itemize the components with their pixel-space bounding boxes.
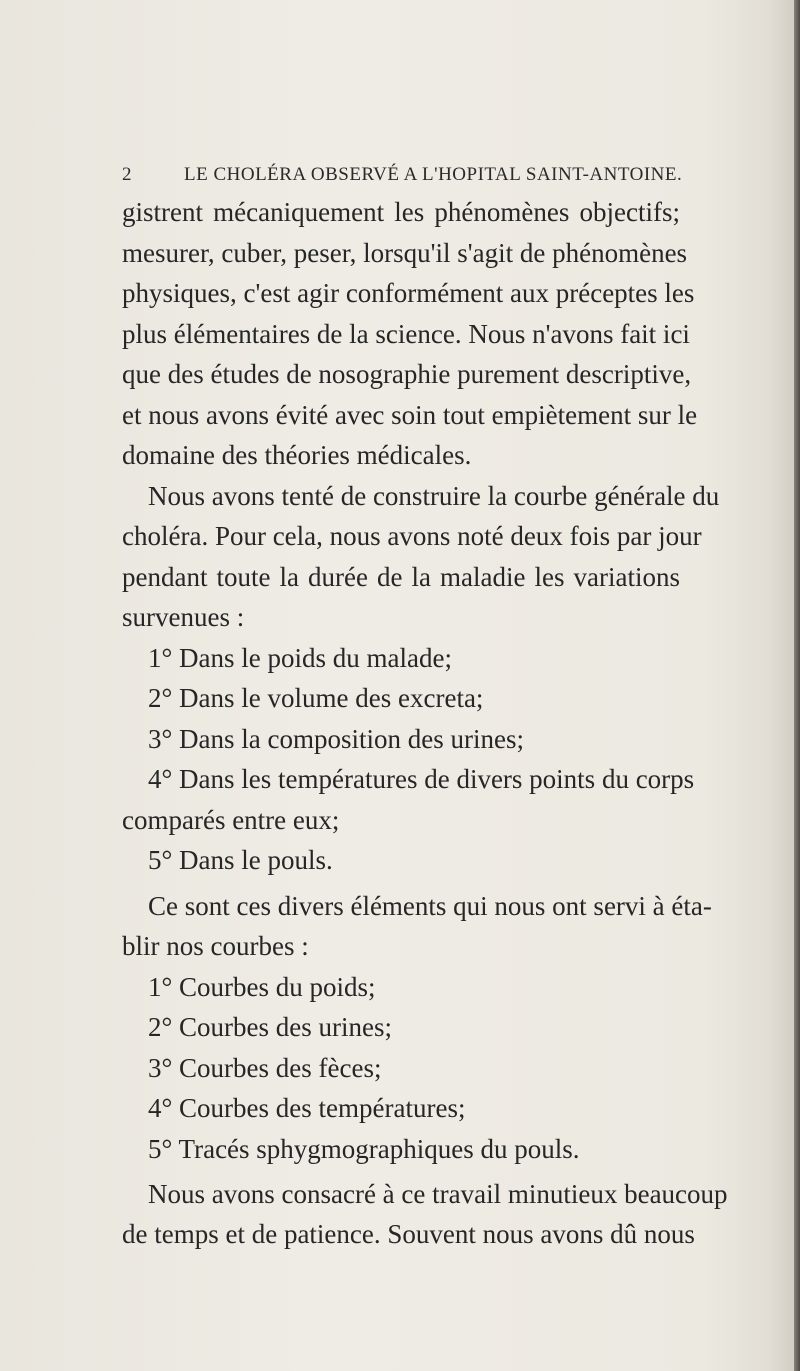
text-line: de temps et de patience. Souvent nous avons dû nous: [122, 1219, 695, 1249]
list-item: 4° Courbes des températures;: [148, 1093, 466, 1123]
list-item: 5° Tracés sphygmographiques du pouls.: [148, 1134, 580, 1164]
page-header: [122, 164, 682, 190]
text-line: choléra. Pour cela, nous avons noté deux fois par jour: [122, 521, 702, 551]
running-title: LE CHOLÉRA OBSERVÉ A L'HOPITAL SAINT-ANTOINE.: [184, 164, 683, 185]
text-line: comparés entre eux;: [122, 805, 340, 835]
text-line: pendant toute la durée de la maladie les variations: [122, 562, 680, 592]
page-edge-shadow: [794, 0, 800, 1371]
text-line: gistrent mécaniquement les phénomènes objectifs;: [122, 197, 680, 227]
text-line: survenues :: [122, 602, 245, 632]
text-line: mesurer, cuber, peser, lorsqu'il s'agit de phénomènes: [122, 238, 688, 268]
list-item: 1° Dans le poids du malade;: [148, 643, 452, 673]
list-item: 2° Courbes des urines;: [148, 1012, 393, 1042]
text-line: Nous avons consacré à ce travail minutieux beaucoup: [148, 1179, 728, 1209]
list-item: 2° Dans le volume des excreta;: [148, 683, 484, 713]
text-line: que des études de nosographie purement descriptive,: [122, 359, 692, 389]
text-line: Ce sont ces divers éléments qui nous ont servi à éta-: [148, 891, 712, 921]
text-line: domaine des théories médicales.: [122, 440, 472, 470]
text-line: et nous avons évité avec soin tout empiètement sur le: [122, 400, 698, 430]
list-item: 5° Dans le pouls.: [148, 845, 333, 875]
page-number: 2: [122, 164, 132, 185]
list-item: 1° Courbes du poids;: [148, 972, 376, 1002]
list-item: 3° Dans la composition des urines;: [148, 724, 524, 754]
text-line: physiques, c'est agir conformément aux préceptes les: [122, 278, 695, 308]
list-item: 3° Courbes des fèces;: [148, 1053, 382, 1083]
list-item: 4° Dans les températures de divers points du corps: [148, 764, 695, 794]
text-line: plus élémentaires de la science. Nous n'avons fait ici: [122, 319, 690, 349]
text-line: blir nos courbes :: [122, 931, 309, 961]
text-line: Nous avons tenté de construire la courbe générale du: [148, 481, 720, 511]
